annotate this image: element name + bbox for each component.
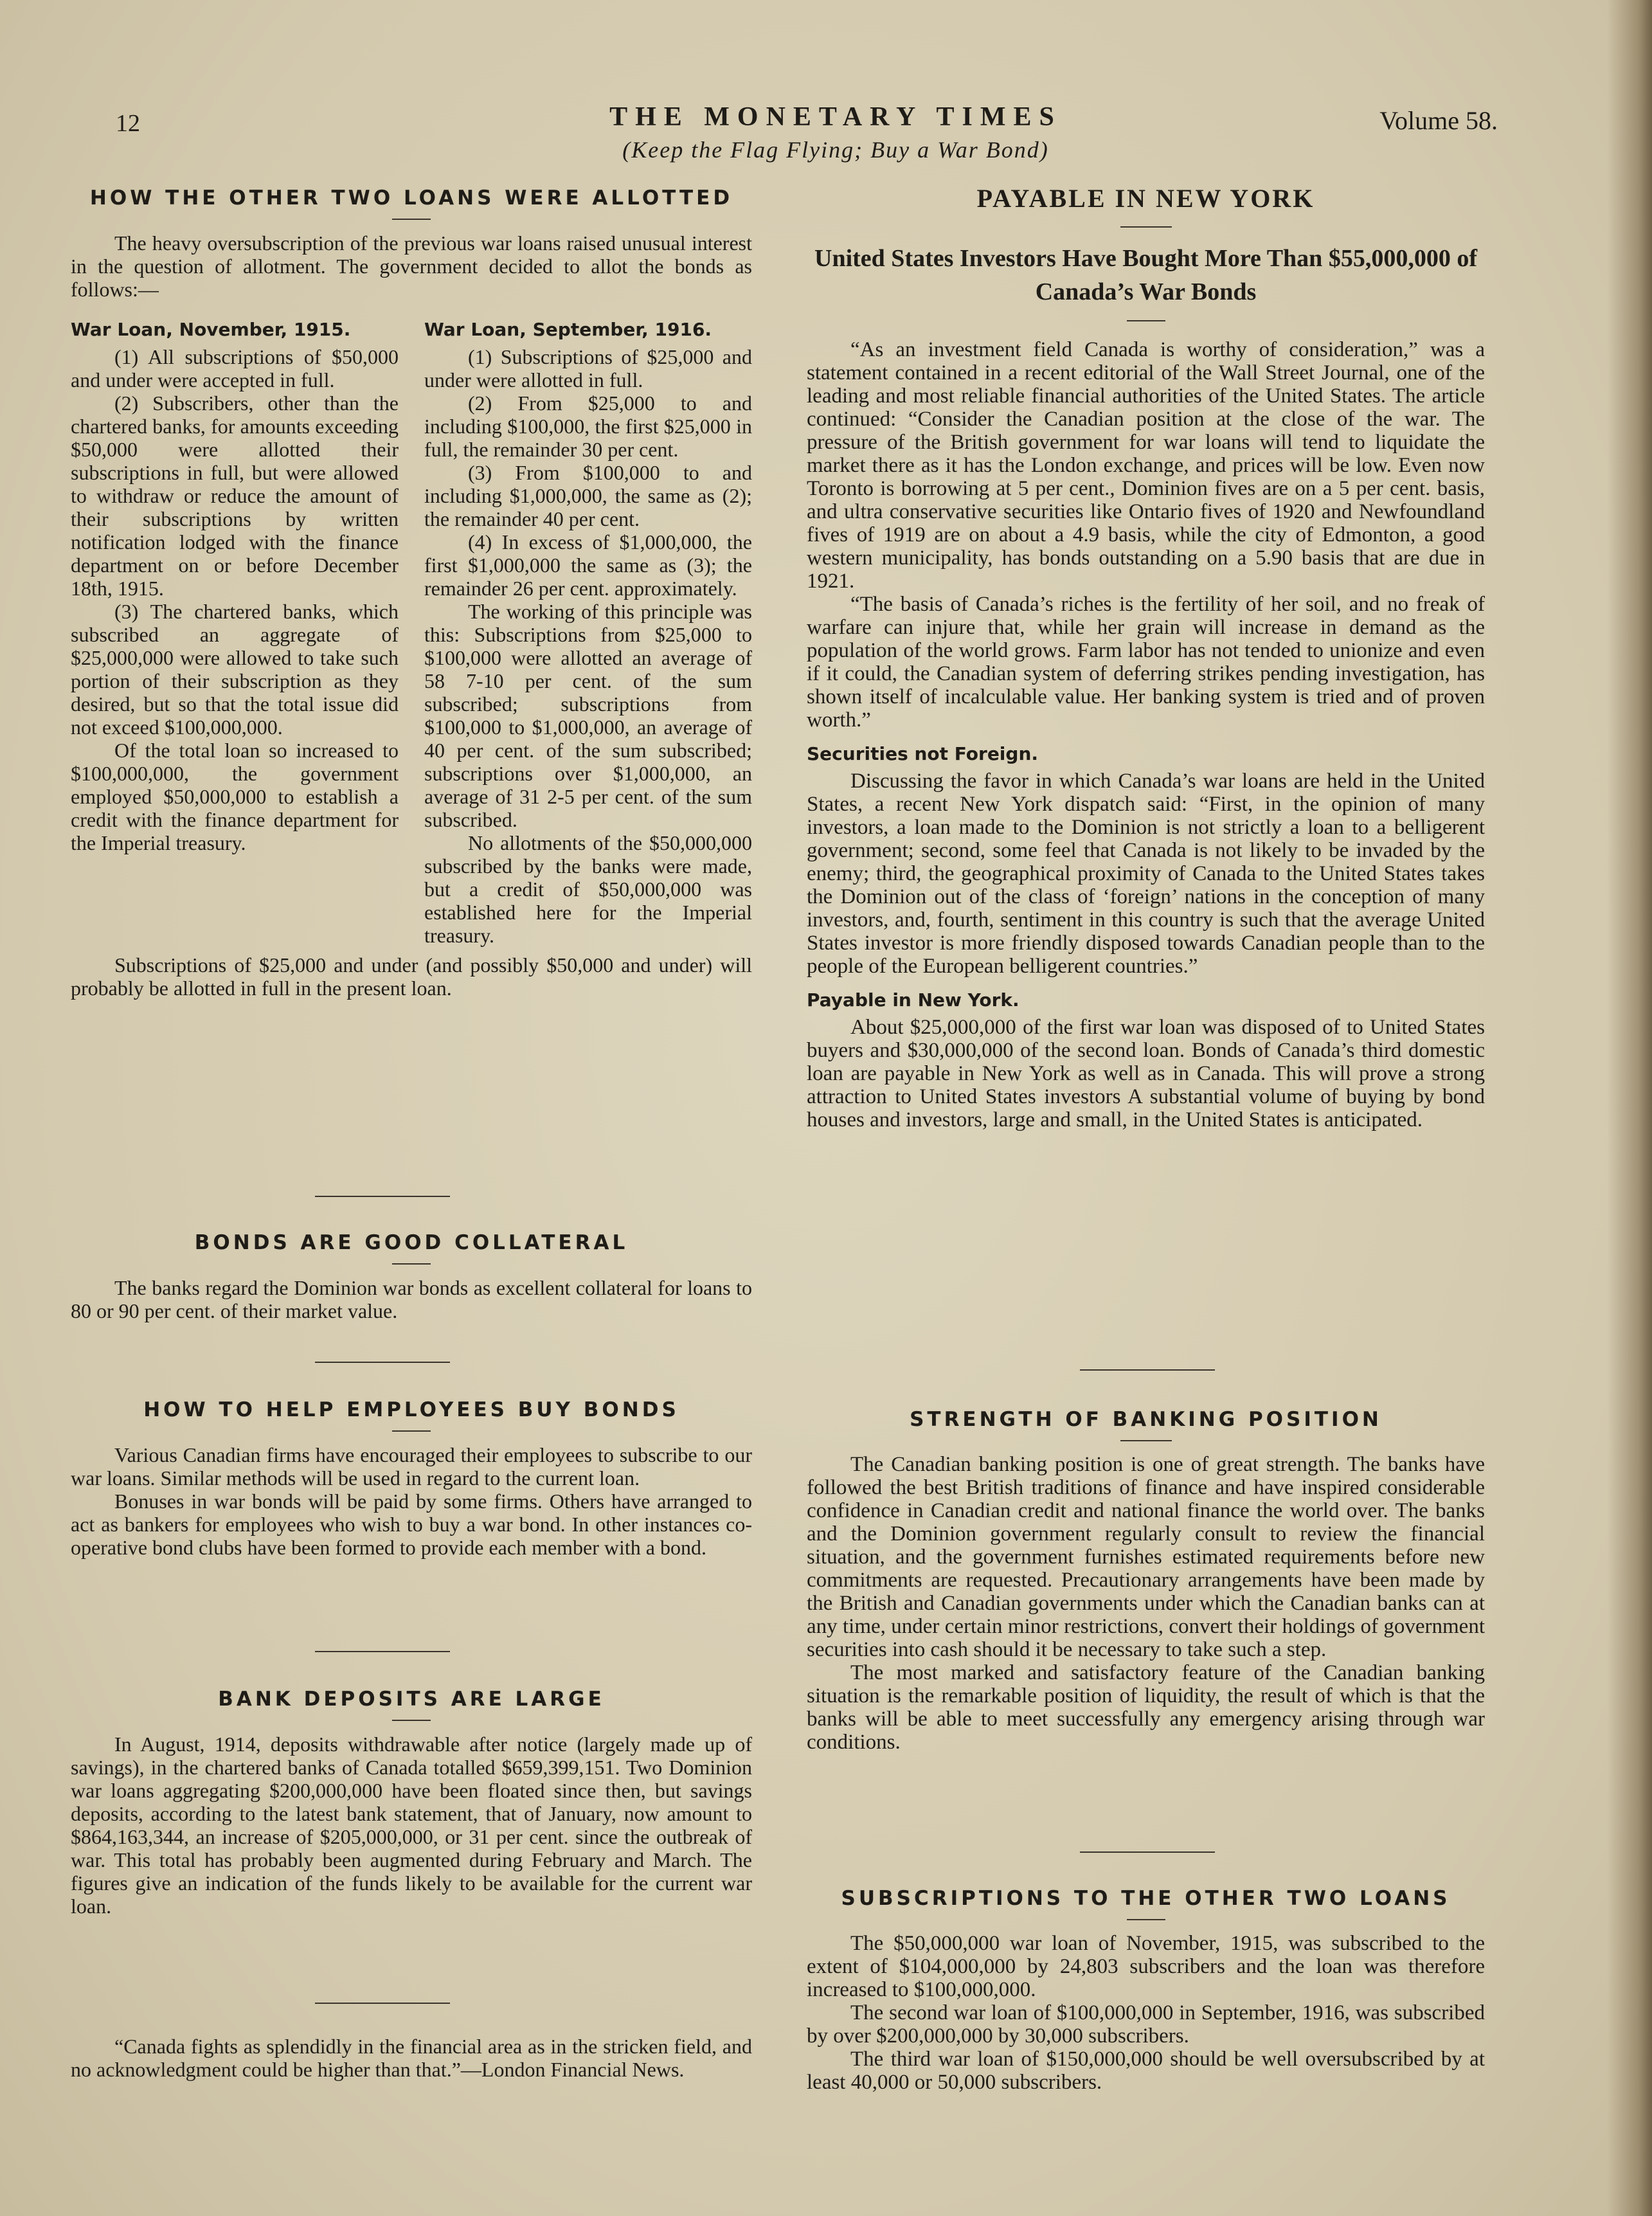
strength-paragraph: The Canadian banking position is one of great strength. The banks have followed the best British traditions of finance and have inspired considerable confidence in Canadian credit and national finance the world over. The banks and the Dominion government regularly consult to review the financial situation, and the government furnishes estimated requirements before new commitments are requested. Precautionary arrangements have been made by the British and Canadian governments under which the Canadian banks can at any time, under certain minor restrictions, convert their holdings of government securities into cash should it be necessary to take such a step. bbox=[807, 1453, 1485, 1661]
new-york-paragraph: “As an investment field Canada is worthy of consideration,” was a statement contained in a recent editorial of the Wall Street Journal, one of the leading and most reliable financial authorities of the United States. The article continued: “Consider the Canadian position at the close of the war. The pressure of the British government for war loans will tend to liquidate the market there as it has the London exchange, and prices will be low. Even now Toronto is borrowing at 5 per cent., Dominion fives are on a 5 per cent. basis, and ultra conservative securities like Ontario fives of 1920 and Newfoundland fives of 1919 are on about a 4.9 basis, while the city of Edmonton, a good western municipality, has bonds outstanding on a 5.90 basis that are due in 1921. bbox=[807, 338, 1485, 593]
employees-heading: HOW TO HELP EMPLOYEES BUY BONDS bbox=[143, 1398, 679, 1421]
securities-paragraph: Discussing the favor in which Canada’s war loans are held in the United States, a recent New York dispatch said: “First, in the opinion of many investors, a loan made to the Dominion is not strictly a loan to a belligerent government; second, some feel that Canada is not likely to be invaded by the enemy; third, the geographical proximity of Canada to the United States takes the Dominion out of the class of ‘foreign’ nations in the conception of many investors, and, fourth, sentiment in this country is such that the average United States investor is more friendly disposed towards Canadian people than to the people of the European belligerent countries.” bbox=[807, 770, 1485, 978]
september-paragraph: (4) In excess of $1,000,000, the first $1,000,000 the same as (3); the remainder 26 per cent. approximately. bbox=[424, 530, 752, 600]
new-york-subheading: United States Investors Have Bought More Than $55,000,000 of Canada’s War Bonds bbox=[814, 245, 1477, 305]
employees-paragraph: Bonuses in war bonds will be paid by some firms. Others have arranged to act as bankers for employees who wish to buy a war bond. In other instances co-operative bond clubs have been formed to provide each member with a bond. bbox=[71, 1490, 752, 1559]
november-loan bbox=[71, 307, 399, 947]
employees-paragraph: Various Canadian firms have encouraged their employees to subscribe to our war loans. Similar methods will be used in regard to the current loan. bbox=[71, 1443, 752, 1490]
subscriptions-heading: SUBSCRIPTIONS TO THE OTHER TWO LOANS bbox=[841, 1887, 1451, 1910]
september-paragraph: (2) From $25,000 to and including $100,000, the first $25,000 in full, the remainder 30 per cent. bbox=[424, 392, 752, 461]
heading-rule bbox=[392, 1430, 431, 1432]
section-separator bbox=[1080, 1369, 1215, 1371]
article-subscriptions bbox=[807, 1887, 1485, 2094]
masthead bbox=[386, 102, 1286, 163]
allotment-intro: The heavy oversubscription of the previous war loans raised unusual interest in the question of allotment. The government decided to allot the bonds as follows:— bbox=[71, 231, 752, 301]
article-allotment bbox=[71, 186, 752, 1000]
september-loan-title: War Loan, September, 1916. bbox=[424, 319, 712, 340]
november-loan-title: War Loan, November, 1915. bbox=[71, 319, 351, 340]
section-separator bbox=[315, 1362, 450, 1363]
article-collateral bbox=[71, 1231, 752, 1322]
heading-rule bbox=[392, 219, 431, 220]
quote-box bbox=[71, 2035, 752, 2081]
subscriptions-paragraph: The third war loan of $150,000,000 should be well oversubscribed by at least 40,000 or 50,000 subscribers. bbox=[807, 2048, 1485, 2094]
november-paragraph: Of the total loan so increased to $100,000,000, the government employed $50,000,000 to establish a credit with the finance department for the Imperial treasury. bbox=[71, 739, 399, 854]
deposits-paragraph: In August, 1914, deposits withdrawable after notice (largely made up of savings), in the chartered banks of Canada totalled $659,399,151. Two Dominion war loans aggregating $200,000,000 have been floated since then, but savings deposits, according to the latest bank statement, that of January, now amount to $864,163,344, an increase of $205,000,000, or 31 per cent. since the outbreak of war. This total has probably been augmented during February and March. The figures give an indication of the funds likely to be available for the current war loan. bbox=[71, 1733, 752, 1918]
collateral-heading: BONDS ARE GOOD COLLATERAL bbox=[194, 1231, 629, 1254]
heading-rule bbox=[1120, 1440, 1172, 1441]
september-paragraph: No allotments of the $50,000,000 subscribed by the banks were made, but a credit of $50,000,000 was established here for the Imperial treasury. bbox=[424, 831, 752, 947]
september-paragraph: The working of this principle was this: Subscriptions from $25,000 to $100,000 were allotted an average of 58 7-10 per cent. of the sum subscribed; subscriptions from $100,000 to $1,000,000, an average of 40 per cent. of the sum subscribed; subscriptions over $1,000,000, an average of 31 2-5 per cent. of the sum subscribed. bbox=[424, 600, 752, 831]
section-separator bbox=[315, 1196, 450, 1197]
heading-rule bbox=[1127, 320, 1165, 321]
collateral-paragraph: The banks regard the Dominion war bonds as excellent collateral for loans to 80 or 90 per cent. of their market value. bbox=[71, 1276, 752, 1322]
section-separator bbox=[315, 1651, 450, 1652]
subscriptions-paragraph: The second war loan of $100,000,000 in September, 1916, was subscribed by over $200,000,000 by 30,000 subscribers. bbox=[807, 2001, 1485, 2048]
allotment-closing: Subscriptions of $25,000 and under (and possibly $50,000 and under) will probably be allotted in full in the present loan. bbox=[71, 953, 752, 1000]
page-number: 12 bbox=[116, 110, 140, 137]
article-deposits bbox=[71, 1688, 752, 1918]
heading-rule bbox=[1127, 1919, 1165, 1920]
subscriptions-paragraph: The $50,000,000 war loan of November, 1915, was subscribed to the extent of $104,000,000 by 24,803 subscribers and the loan was therefore increased to $100,000,000. bbox=[807, 1932, 1485, 2001]
allotment-columns bbox=[71, 307, 752, 947]
publication-title: THE MONETARY TIMES bbox=[609, 102, 1062, 132]
heading-rule bbox=[392, 1720, 431, 1721]
binding-shadow bbox=[1607, 0, 1652, 2216]
strength-paragraph: The most marked and satisfactory feature of the Canadian banking situation is the remarkable position of liquidity, the result of which is that the banks will be able to meet successfully any emergency arising through war conditions. bbox=[807, 1661, 1485, 1754]
november-paragraph: (2) Subscribers, other than the chartered banks, for amounts exceeding $50,000 were allotted their subscriptions in full, but were allowed to withdraw or reduce the amount of their subscriptions by written notification lodged with the finance department on or before December 18th, 1915. bbox=[71, 392, 399, 600]
publication-tagline: (Keep the Flag Flying; Buy a War Bond) bbox=[622, 137, 1049, 163]
september-paragraph: (1) Subscriptions of $25,000 and under were allotted in full. bbox=[424, 345, 752, 392]
section-separator bbox=[315, 2003, 450, 2004]
deposits-heading: BANK DEPOSITS ARE LARGE bbox=[218, 1688, 605, 1711]
financial-news-quote: “Canada fights as splendidly in the financial area as in the stricken field, and no acknowledgment could be higher than that.”—London Financial News. bbox=[71, 2035, 752, 2081]
september-paragraph: (3) From $100,000 to and including $1,000,000, the same as (2); the remainder 40 per cent. bbox=[424, 461, 752, 530]
article-employees bbox=[71, 1398, 752, 1559]
section-separator bbox=[1080, 1851, 1215, 1853]
new-york-paragraph: “The basis of Canada’s riches is the fertility of her soil, and no freak of warfare can injure that, while her grain will increase in demand as the population of the world grows. Farm labor has not tended to unionize and even if it could, the Canadian system of deferring strikes pending investigation, has shown itself of incalculable value. Her banking system is tried and of proven worth.” bbox=[807, 593, 1485, 732]
november-paragraph: (3) The chartered banks, which subscribed an aggregate of $25,000,000 were allowed to take such portion of their subscription as they desired, but so that the total issue did not exceed $100,000,000. bbox=[71, 600, 399, 739]
heading-rule bbox=[1120, 226, 1172, 228]
strength-heading: STRENGTH OF BANKING POSITION bbox=[910, 1408, 1382, 1431]
article-banking-strength bbox=[807, 1408, 1485, 1754]
payable-subheading: Payable in New York. bbox=[807, 989, 1019, 1011]
article-payable-new-york bbox=[807, 183, 1485, 1131]
volume-label: Volume 58. bbox=[1379, 106, 1498, 135]
new-york-heading: PAYABLE IN NEW YORK bbox=[976, 184, 1315, 213]
september-loan bbox=[424, 307, 752, 947]
allotment-heading: HOW THE OTHER TWO LOANS WERE ALLOTTED bbox=[89, 186, 733, 210]
november-paragraph: (1) All subscriptions of $50,000 and under were accepted in full. bbox=[71, 345, 399, 392]
heading-rule bbox=[392, 1263, 431, 1265]
payable-paragraph: About $25,000,000 of the first war loan was disposed of to United States buyers and $30,000,000 of the second loan. Bonds of Canada’s third domestic loan are payable in New York as well as in Canada. This will prove a strong attraction to United States investors A substantial volume of buying by bond houses and investors, large and small, in the United States is anticipated. bbox=[807, 1016, 1485, 1131]
securities-subheading: Securities not Foreign. bbox=[807, 743, 1039, 764]
